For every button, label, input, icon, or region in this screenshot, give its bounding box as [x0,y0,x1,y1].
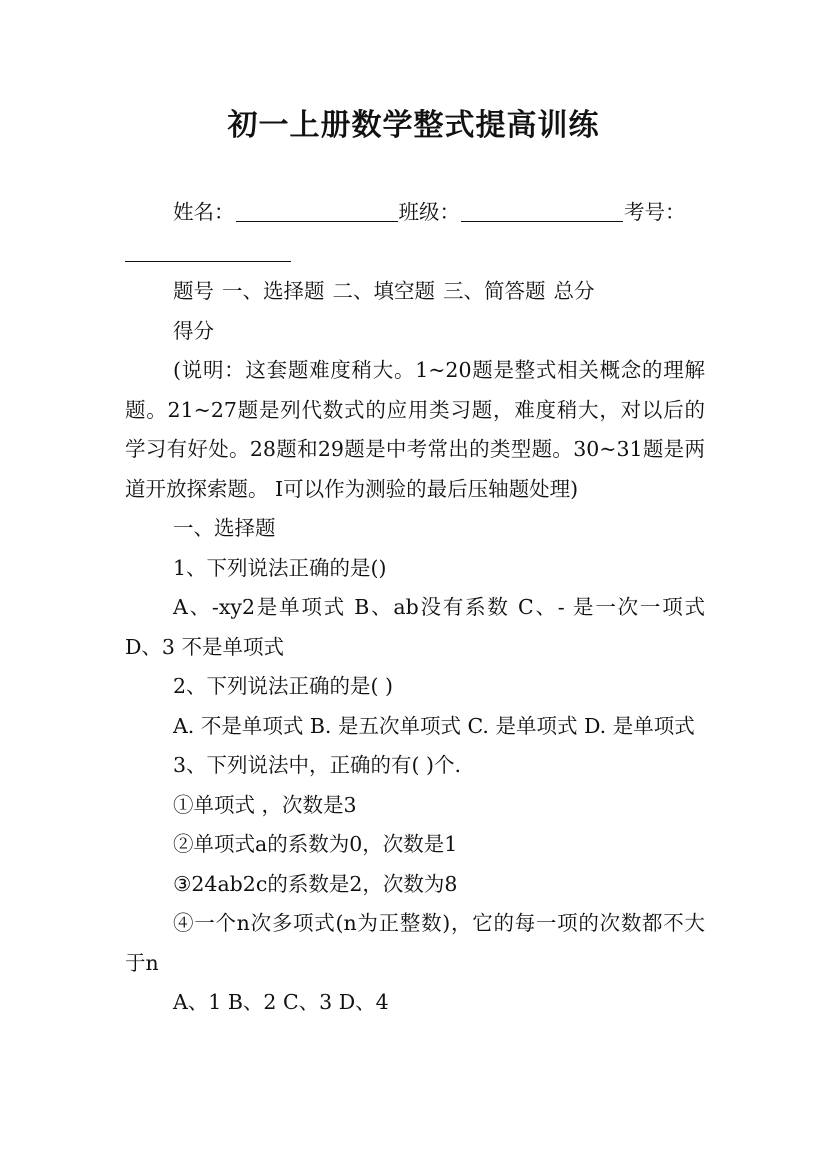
exam-number-blank [125,239,291,262]
question-3-item: ①单项式 ，次数是3 [173,792,357,817]
question-2-options: A. 不是单项式 B. 是五次单项式 C. 是单项式 D. 是单项式 [173,713,695,738]
score-header-choice: 一、选择题 [222,279,325,303]
score-header-short: 三、简答题 [443,279,546,303]
question-3-item: ③24ab2c的系数是2，次数为8 [173,871,458,896]
class-blank [461,199,623,222]
document-title: 初一上册数学整式提高训练 [227,108,600,143]
score-header-number: 题号 [173,279,214,303]
score-table-header [125,272,705,312]
student-info-row [125,193,705,233]
question-3-options: A、1 B、2 C、3 D、4 [173,990,389,1014]
section-title: 一、选择题 [173,516,276,540]
exam-number-row [125,233,705,273]
class-label: 班级： [398,200,460,224]
name-label: 姓名： [173,200,235,224]
question-2-stem: 2、下列说法正确的是( ) [173,674,394,698]
document-body [125,193,705,1023]
question-3-stem: 3、下列说法中，正确的有( )个. [173,753,462,777]
exam-number-label: 考号： [624,200,686,224]
score-row-label: 得分 [173,318,214,343]
instructions-note: (说明：这套题难度稍大。1~20题是整式相关概念的理解题。21~27题是列代数式的应用类习题，难度稍大，对以后的学习有好处。28题和29题是中考常出的类型题。30~31题是两道开放探索题。 I可以作为测验的最后压轴题处理) [125,358,705,501]
question-3-item: ④一个n次多项式(n为正整数)，它的每一项的次数都不大于n [125,911,705,975]
question-3-item: ②单项式a的系数为0，次数是1 [173,832,458,856]
score-header-total: 总分 [553,279,595,303]
score-header-fill: 二、填空题 [332,279,435,303]
question-1-options: A、-xy2是单项式 B、ab没有系数 C、- 是一次一项式 D、3 不是单项式 [125,595,705,659]
name-blank [236,199,398,222]
question-1-stem: 1、下列说法正确的是() [173,555,387,580]
